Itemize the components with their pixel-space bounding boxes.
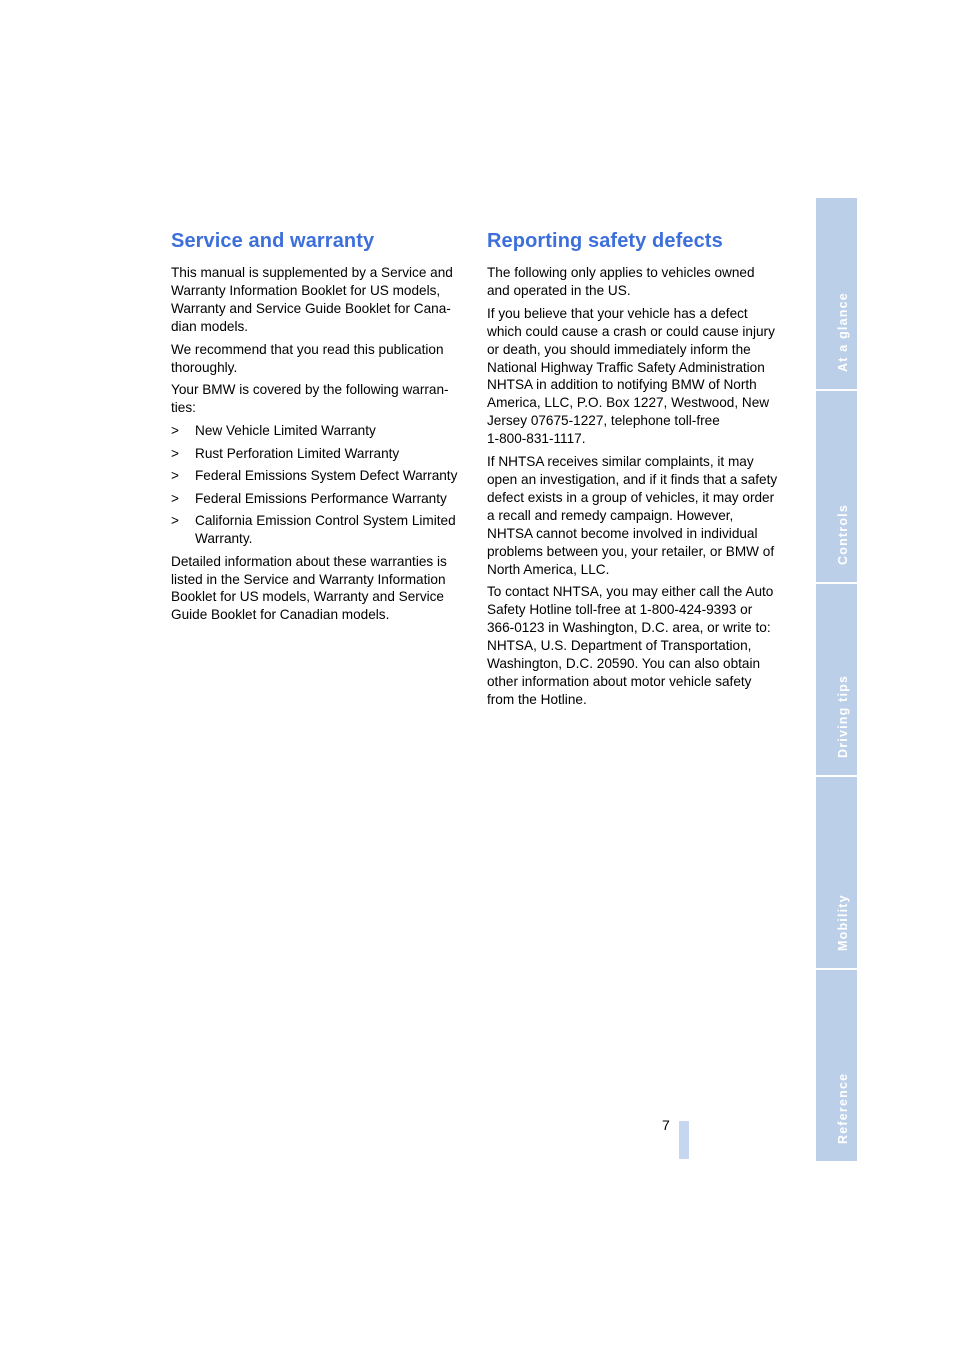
list-item	[171, 445, 467, 463]
tab-at-a-glance[interactable]	[816, 198, 857, 389]
list-item	[171, 467, 467, 485]
bullet-mark: >	[171, 513, 179, 529]
bullet-mark: >	[171, 445, 179, 461]
safety-paragraph-4: To contact NHTSA, you may either call the Auto Safety Hotline toll-free at 1-800-424-9393 or 366-0123 in Washington, D.C. area, or write to: NHTSA, U.S. Department of Transportation, Washington, D.C. 20590. You can also obtain other information about motor vehicle safety from the Hotline.	[487, 584, 774, 707]
tab-mobility[interactable]	[816, 777, 857, 968]
chapter-tabs	[816, 198, 857, 1163]
safety-defects-heading: Reporting safety defects	[487, 230, 723, 252]
safety-paragraph-3: If NHTSA receives similar complaints, it may open an investigation, and if it finds that a safety defect exists in a group of vehicles, it may order a recall and remedy campaign. However, NHTSA cannot become involved in individual problems between you, your retailer, or BMW of North America, LLC.	[487, 454, 778, 577]
list-item-text: Federal Emissions System Defect Warranty	[195, 468, 458, 484]
bullet-mark: >	[171, 490, 179, 506]
page-marker	[679, 1121, 689, 1159]
bullet-mark: >	[171, 423, 179, 439]
service-paragraph-3: Your BMW is covered by the following warran- ties:	[171, 382, 449, 416]
tab-label: Controls	[835, 504, 850, 565]
list-item-text: Rust Perforation Limited Warranty	[195, 445, 400, 461]
service-paragraph-4: Detailed information about these warranties is listed in the Service and Warranty Information Booklet for US models, Warranty and Service Guide Booklet for Canadian models.	[171, 553, 447, 623]
tab-label: Mobility	[835, 894, 850, 951]
safety-defects-section	[487, 228, 783, 714]
list-item-text: California Emission Control System Limited Warranty.	[195, 513, 456, 547]
tab-driving-tips[interactable]	[816, 584, 857, 775]
list-item	[171, 512, 467, 548]
tab-label: Driving tips	[835, 674, 850, 758]
service-paragraph-2: We recommend that you read this publication thoroughly.	[171, 341, 444, 375]
page-number: 7	[662, 1117, 670, 1133]
tab-controls[interactable]	[816, 391, 857, 582]
tab-label: Reference	[835, 1072, 850, 1144]
bullet-mark: >	[171, 468, 179, 484]
safety-paragraph-1: The following only applies to vehicles owned and operated in the US.	[487, 265, 755, 298]
service-warranty-heading: Service and warranty	[171, 230, 375, 252]
warranty-list	[171, 422, 467, 548]
tab-label: At a glance	[835, 292, 850, 372]
list-item	[171, 422, 467, 440]
service-paragraph-1: This manual is supplemented by a Service and Warranty Information Booklet for US models, Warranty and Service Guide Booklet for Cana- dian models.	[171, 265, 453, 334]
list-item-text: New Vehicle Limited Warranty	[195, 423, 376, 439]
safety-paragraph-2: If you believe that your vehicle has a defect which could cause a crash or could cause injury or death, you should immediately inform the National Highway Traffic Safety Administration NHTSA in addition to notifying BMW of North America, LLC, P.O. Box 1227, Westwood, New Jersey 07675-1227, telephone toll-free 1-800-831-1117.	[487, 305, 775, 447]
list-item-text: Federal Emissions Performance Warranty	[195, 490, 447, 506]
tab-reference[interactable]	[816, 970, 857, 1161]
service-warranty-section	[171, 228, 467, 629]
list-item	[171, 490, 467, 508]
